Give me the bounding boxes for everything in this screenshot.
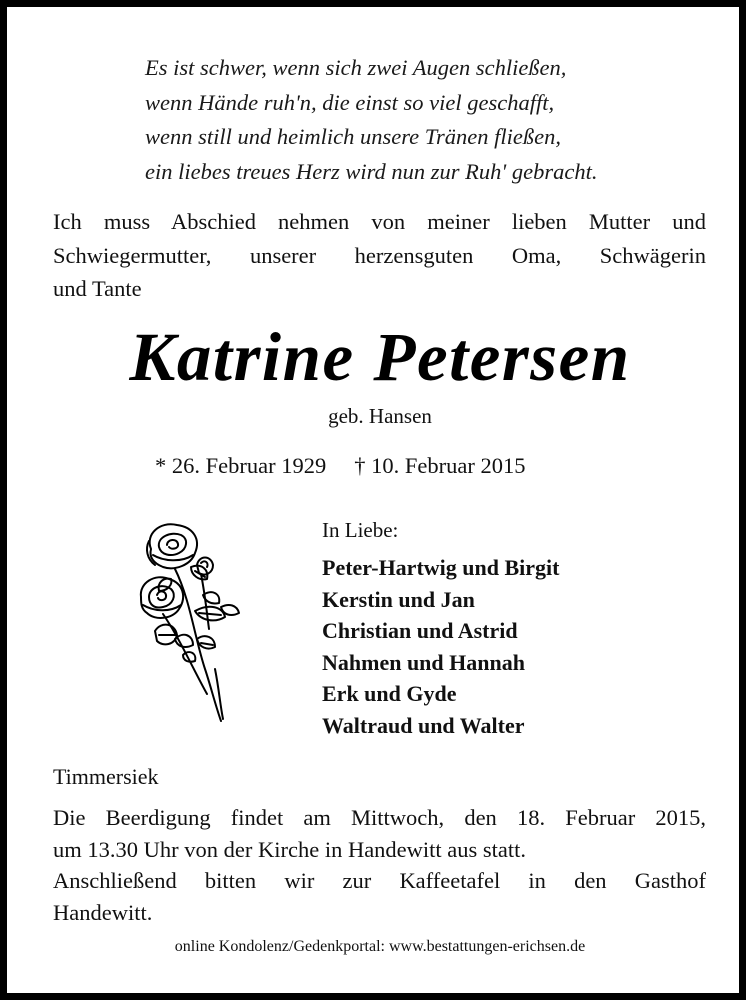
poem-line: wenn still und heimlich unsere Tränen fließen, [145,124,561,149]
mourner-name: Kerstin und Jan [322,586,475,612]
mourner-name: Christian und Astrid [322,618,518,643]
intro-line: Schwiegermutter, unserer herzensguten Oma, Schwägerin [53,242,706,268]
intro-line: Ich muss Abschied nehmen von meiner lieben Mutter und [53,209,706,234]
mourner-name: Peter-Hartwig und Birgit [322,555,560,580]
mourner-name: Waltraud und Walter [322,712,525,738]
birth-date: * 26. Februar 1929 [155,453,327,478]
funeral-line: Die Beerdigung findet am Mittwoch, den 18. Februar 2015, [53,805,706,830]
maiden-name: geb. Hansen [328,404,432,428]
mourner-name: Erk und Gyde [322,681,457,706]
funeral-line: Anschließend bitten wir zur Kaffeetafel in den Gasthof [53,868,706,893]
poem-line: ein liebes treues Herz wird nun zur Ruh' gebracht. [145,158,598,184]
intro-text [53,205,706,306]
place-name: Timmersiek [53,764,159,789]
life-dates [155,450,615,482]
deceased-name: Katrine Petersen [129,319,631,395]
intro-line: und Tante [53,276,142,301]
death-date: † 10. Februar 2015 [354,453,526,478]
poem [145,51,725,189]
funeral-line: um 13.30 Uhr von der Kirche in Handewitt aus statt. [53,836,527,862]
funeral-line: Handewitt. [53,899,153,925]
rose-icon [135,519,245,724]
poem-line: wenn Hände ruh'n, die einst so viel geschafft, [145,89,555,115]
mourners-list [322,552,702,741]
mourner-name: Nahmen und Hannah [322,649,525,675]
online-condolence-note: online Kondolenz/Gedenkportal: www.bestattungen-erichsen.de [174,938,586,955]
poem-line: Es ist schwer, wenn sich zwei Augen schließen, [145,55,567,80]
funeral-info [53,802,706,928]
mourners-heading: In Liebe: [322,518,399,542]
